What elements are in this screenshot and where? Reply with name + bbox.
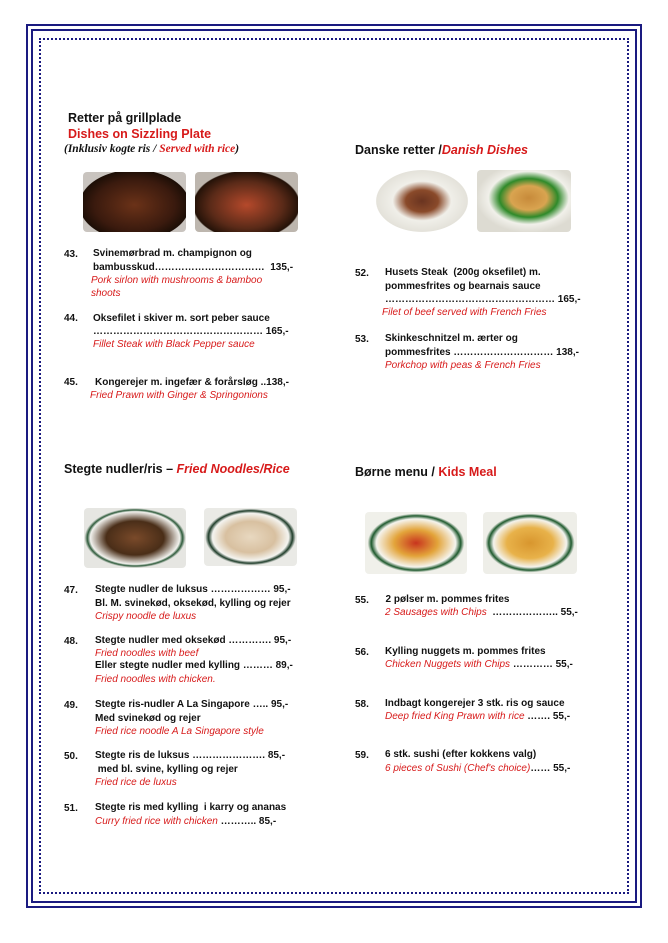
item-number: 53. <box>355 334 369 345</box>
item-name-en: Fried rice de luxus <box>95 777 177 788</box>
item-name-en: Crispy noodle de luxus <box>95 611 197 622</box>
item-name-dk: Indbagt kongerejer 3 stk. ris og sauce <box>385 698 565 709</box>
item-number: 56. <box>355 647 369 658</box>
sizzling-dish-photo-2 <box>195 172 298 232</box>
section-title-noodles: Stegte nudler/ris – Fried Noodles/Rice <box>64 462 290 476</box>
item-name-dk-cont: med bl. svine, kylling og rejer <box>95 764 238 775</box>
item-name-dk: Skinkeschnitzel m. ærter og <box>385 333 518 344</box>
item-name-dk: Stegte nudler med oksekød …………. 95,- <box>95 635 292 646</box>
item-name-dk: Kylling nuggets m. pommes frites <box>385 646 546 657</box>
item-name-dk: Stegte ris de luksus …………………. 85,- <box>95 750 286 761</box>
item-name-en: Filet of beef served with French Fries <box>382 307 547 318</box>
item-number: 44. <box>64 313 78 324</box>
item-name-dk: Oksefilet i skiver m. sort peber sauce <box>93 313 270 324</box>
item-name-dk-cont: …………………………………………… 165,- <box>93 326 289 337</box>
item-name-en: Porkchop with peas & French Fries <box>385 360 541 371</box>
item-number: 51. <box>64 803 78 814</box>
item-name-dk-alt: Eller stegte nudler med kylling ……… 89,- <box>95 660 293 671</box>
item-name-dk-cont: pommesfrites og bearnais sauce <box>385 281 541 292</box>
item-name-dk: Stegte nudler de luksus ……………… 95,- <box>95 584 291 595</box>
item-name-dk: Stegte ris-nudler A La Singapore ….. 95,- <box>95 699 289 710</box>
item-name-en-row: Deep fried King Prawn with rice ……. 55,- <box>385 711 571 722</box>
item-number: 59. <box>355 750 369 761</box>
item-number: 43. <box>64 249 78 260</box>
item-number: 52. <box>355 268 369 279</box>
section-title-danish: Danske retter /Danish Dishes <box>355 143 528 157</box>
fried-rice-photo <box>204 508 297 566</box>
item-number: 47. <box>64 585 78 596</box>
item-name-en-cont: shoots <box>91 288 121 299</box>
section-title-sizzling-en: Dishes on Sizzling Plate <box>68 127 212 141</box>
section-title-kids: Børne menu / Kids Meal <box>355 465 497 479</box>
item-name-en-row: Curry fried rice with chicken ……….. 85,- <box>95 816 277 827</box>
item-name-dk: Stegte ris med kylling i karry og ananas <box>95 802 287 813</box>
item-number: 55. <box>355 595 369 606</box>
item-name-dk: 6 stk. sushi (efter kokkens valg) <box>385 749 537 760</box>
sausages-chips-photo <box>365 512 467 574</box>
sizzling-dish-photo-1 <box>83 172 186 232</box>
nuggets-chips-photo <box>483 512 577 574</box>
item-name-dk-cont: Bl. M. svinekød, oksekød, kylling og rejer <box>95 598 291 609</box>
item-name-dk: Kongerejer m. ingefær & forårsløg ..138,- <box>95 377 289 388</box>
item-price-line: …………………………………………… 165,- <box>385 294 581 305</box>
item-name-en-alt: Fried noodles with chicken. <box>95 674 216 685</box>
item-name-dk-cont: bambusskud…………………………… 135,- <box>93 262 294 273</box>
item-name-dk: Husets Steak (200g oksefilet) m. <box>385 267 541 278</box>
noodles-photo <box>84 508 186 568</box>
item-name-dk: Svinemørbrad m. champignon og <box>93 248 252 259</box>
schnitzel-photo <box>477 170 571 232</box>
item-name-en: Fried noodles with beef <box>95 648 199 659</box>
item-name-dk: 2 pølser m. pommes frites <box>380 594 510 605</box>
item-name-en: Fried Prawn with Ginger & Springonions <box>90 390 268 401</box>
item-number: 58. <box>355 699 369 710</box>
item-name-en: Fried rice noodle A La Singapore style <box>95 726 264 737</box>
item-name-en-row: 2 Sausages with Chips ……………….. 55,- <box>385 607 578 618</box>
item-name-en: Fillet Steak with Black Pepper sauce <box>93 339 255 350</box>
steak-photo <box>376 170 468 232</box>
section-title-sizzling-dk: Retter på grillplade <box>68 111 182 125</box>
item-name-dk-cont: pommesfrites ………………………… 138,- <box>385 347 579 358</box>
item-number: 45. <box>64 377 78 388</box>
item-number: 49. <box>64 700 78 711</box>
item-name-dk-cont: Med svinekød og rejer <box>95 713 201 724</box>
item-number: 50. <box>64 751 78 762</box>
item-name-en-row: Chicken Nuggets with Chips ………… 55,- <box>385 659 573 670</box>
rice-note: (Inklusiv kogte ris / Served with rice) <box>64 143 240 155</box>
item-name-en-row: 6 pieces of Sushi (Chef's choice)…… 55,- <box>385 763 571 774</box>
item-number: 48. <box>64 636 78 647</box>
item-name-en: Pork sirlon with mushrooms & bamboo <box>91 275 263 286</box>
